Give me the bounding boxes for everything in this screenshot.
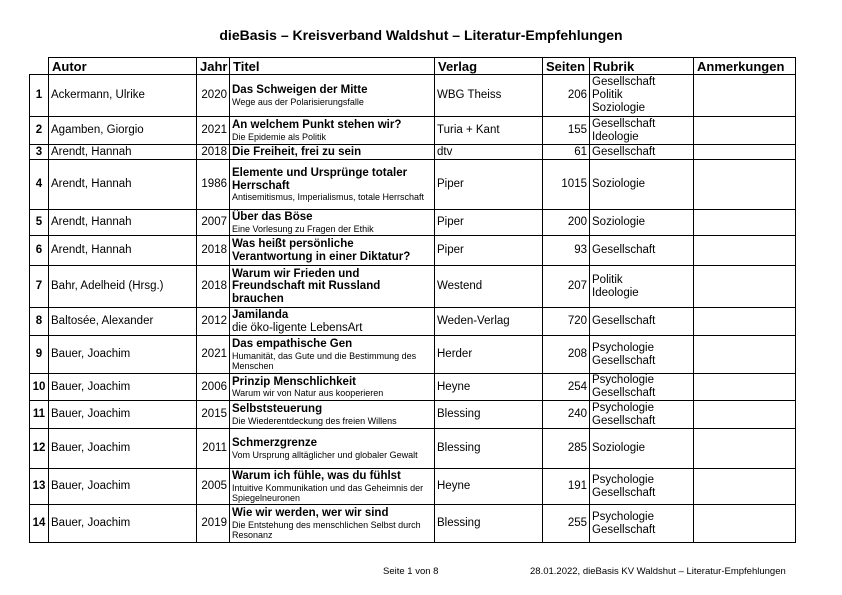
year-cell: 2019 bbox=[197, 505, 230, 543]
header-title: Titel bbox=[230, 58, 435, 75]
notes-cell bbox=[694, 336, 796, 374]
row-number: 4 bbox=[30, 160, 49, 210]
year-cell: 2006 bbox=[197, 374, 230, 401]
book-title: Jamilanda bbox=[232, 309, 289, 321]
category-cell bbox=[590, 210, 694, 236]
row-number: 5 bbox=[30, 210, 49, 236]
table-row bbox=[30, 210, 796, 236]
notes-cell bbox=[694, 236, 796, 266]
year-cell: 2021 bbox=[197, 336, 230, 374]
header-pages: Seiten bbox=[543, 58, 590, 75]
year-cell: 2018 bbox=[197, 266, 230, 308]
publisher-cell: Blessing bbox=[435, 401, 543, 429]
book-title: Warum wir Frieden und Freundschaft mit Russland brauchen bbox=[232, 267, 381, 305]
publisher-cell: Piper bbox=[435, 236, 543, 266]
author-cell: Bauer, Joachim bbox=[49, 469, 197, 505]
category-cell bbox=[590, 266, 694, 308]
book-subtitle: Warum wir von Natur aus kooperieren bbox=[232, 388, 384, 399]
year-cell: 2011 bbox=[197, 429, 230, 469]
author-cell: Bahr, Adelheid (Hrsg.) bbox=[49, 266, 197, 308]
table-row bbox=[30, 117, 796, 145]
author-cell: Ackermann, Ulrike bbox=[49, 75, 197, 117]
book-title: Prinzip Menschlichkeit bbox=[232, 375, 356, 388]
pages-cell: 206 bbox=[543, 75, 590, 117]
category-item: Gesellschaft bbox=[592, 117, 656, 130]
category-cell bbox=[590, 429, 694, 469]
year-cell: 2020 bbox=[197, 75, 230, 117]
pages-cell: 155 bbox=[543, 117, 590, 145]
author-cell: Agamben, Giorgio bbox=[49, 117, 197, 145]
author-cell: Arendt, Hannah bbox=[49, 236, 197, 266]
category-cell bbox=[590, 469, 694, 505]
book-title: Das empathische Gen bbox=[232, 338, 353, 351]
book-title: Die Freiheit, frei zu sein bbox=[232, 145, 362, 158]
pages-cell: 240 bbox=[543, 401, 590, 429]
author-cell: Bauer, Joachim bbox=[49, 429, 197, 469]
category-cell bbox=[590, 145, 694, 160]
year-cell: 2018 bbox=[197, 145, 230, 160]
table-row bbox=[30, 160, 796, 210]
book-title: Über das Böse bbox=[232, 211, 313, 224]
year-cell: 2012 bbox=[197, 308, 230, 336]
notes-cell bbox=[694, 210, 796, 236]
category-item: Psychologie bbox=[592, 510, 655, 523]
category-item: Gesellschaft bbox=[592, 354, 656, 367]
pages-cell: 285 bbox=[543, 429, 590, 469]
publisher-cell: WBG Theiss bbox=[435, 75, 543, 117]
header-publisher: Verlag bbox=[435, 58, 543, 75]
title-cell bbox=[230, 160, 435, 210]
author-cell: Bauer, Joachim bbox=[49, 336, 197, 374]
publisher-cell: Heyne bbox=[435, 374, 543, 401]
title-cell bbox=[230, 266, 435, 308]
book-subtitle: Wege aus der Polarisierungsfalle bbox=[232, 96, 364, 107]
book-title: Schmerzgrenze bbox=[232, 437, 318, 450]
book-subtitle: Antisemitismus, Imperialismus, totale Herrschaft bbox=[232, 192, 425, 202]
publisher-cell: dtv bbox=[435, 145, 543, 160]
publisher-cell: Westend bbox=[435, 266, 543, 308]
author-cell: Bauer, Joachim bbox=[49, 374, 197, 401]
book-subtitle: Intuitive Kommunikation und das Geheimnis der Spiegelneuronen bbox=[232, 482, 424, 503]
category-cell bbox=[590, 401, 694, 429]
author-cell: Bauer, Joachim bbox=[49, 401, 197, 429]
notes-cell bbox=[694, 374, 796, 401]
book-title: An welchem Punkt stehen wir? bbox=[232, 119, 402, 132]
category-item: Soziologie bbox=[592, 178, 646, 190]
table-row bbox=[30, 308, 796, 336]
table-row bbox=[30, 266, 796, 308]
header-category: Rubrik bbox=[590, 58, 694, 75]
pages-cell: 254 bbox=[543, 374, 590, 401]
category-item: Gesellschaft bbox=[592, 76, 656, 88]
row-number: 14 bbox=[30, 505, 49, 543]
table-row bbox=[30, 374, 796, 401]
pages-cell: 720 bbox=[543, 308, 590, 336]
author-cell: Bauer, Joachim bbox=[49, 505, 197, 543]
category-cell bbox=[590, 336, 694, 374]
book-title: Elemente und Ursprünge totaler Herrschaft bbox=[232, 167, 408, 192]
pages-cell: 207 bbox=[543, 266, 590, 308]
notes-cell bbox=[694, 401, 796, 429]
pages-cell: 255 bbox=[543, 505, 590, 543]
category-cell bbox=[590, 374, 694, 401]
year-cell: 1986 bbox=[197, 160, 230, 210]
category-item: Soziologie bbox=[592, 216, 646, 228]
category-item: Politik bbox=[592, 89, 623, 101]
book-title-second-line: die öko-ligente LebensArt bbox=[232, 321, 363, 334]
author-cell: Arendt, Hannah bbox=[49, 210, 197, 236]
notes-cell bbox=[694, 429, 796, 469]
author-cell: Baltosée, Alexander bbox=[49, 308, 197, 336]
row-number: 10 bbox=[30, 374, 49, 401]
table-header-row bbox=[30, 58, 796, 75]
category-item: Gesellschaft bbox=[592, 145, 656, 158]
row-number: 2 bbox=[30, 117, 49, 145]
title-cell bbox=[230, 429, 435, 469]
title-cell bbox=[230, 401, 435, 429]
title-cell bbox=[230, 236, 435, 266]
book-title: Das Schweigen der Mitte bbox=[232, 84, 368, 97]
table-row bbox=[30, 75, 796, 117]
pages-cell: 61 bbox=[543, 145, 590, 160]
category-item: Psychologie bbox=[592, 473, 655, 486]
title-cell bbox=[230, 145, 435, 160]
category-item: Gesellschaft bbox=[592, 315, 656, 327]
book-subtitle: Die Entstehung des menschlichen Selbst durch Resonanz bbox=[232, 519, 421, 540]
category-cell bbox=[590, 160, 694, 210]
category-item: Psychologie bbox=[592, 341, 655, 354]
row-number: 9 bbox=[30, 336, 49, 374]
row-number: 3 bbox=[30, 145, 49, 160]
category-item: Psychologie bbox=[592, 401, 655, 414]
category-cell bbox=[590, 75, 694, 117]
title-cell bbox=[230, 308, 435, 336]
title-cell bbox=[230, 336, 435, 374]
year-cell: 2018 bbox=[197, 236, 230, 266]
category-item: Gesellschaft bbox=[592, 486, 656, 499]
row-number: 6 bbox=[30, 236, 49, 266]
category-cell bbox=[590, 505, 694, 543]
category-item: Gesellschaft bbox=[592, 414, 656, 427]
table-row bbox=[30, 401, 796, 429]
pages-cell: 208 bbox=[543, 336, 590, 374]
notes-cell bbox=[694, 266, 796, 308]
row-number: 13 bbox=[30, 469, 49, 505]
pages-cell: 1015 bbox=[543, 160, 590, 210]
table-row bbox=[30, 505, 796, 543]
publisher-cell: Heyne bbox=[435, 469, 543, 505]
header-notes: Anmerkungen bbox=[694, 58, 796, 75]
book-subtitle: Die Epidemie als Politik bbox=[232, 131, 327, 142]
notes-cell bbox=[694, 505, 796, 543]
book-title: Warum ich fühle, was du fühlst bbox=[232, 470, 401, 483]
category-cell bbox=[590, 308, 694, 336]
category-item: Gesellschaft bbox=[592, 244, 656, 256]
author-cell: Arendt, Hannah bbox=[49, 160, 197, 210]
title-cell bbox=[230, 210, 435, 236]
title-cell bbox=[230, 117, 435, 145]
row-number: 11 bbox=[30, 401, 49, 429]
book-subtitle: Vom Ursprung alltäglicher und globaler Gewalt bbox=[232, 449, 418, 460]
publisher-cell: Blessing bbox=[435, 505, 543, 543]
category-item: Ideologie bbox=[592, 286, 639, 299]
row-number: 12 bbox=[30, 429, 49, 469]
table-row bbox=[30, 336, 796, 374]
author-cell: Arendt, Hannah bbox=[49, 145, 197, 160]
row-number: 8 bbox=[30, 308, 49, 336]
book-subtitle: Die Wiederentdeckung des freien Willens bbox=[232, 415, 397, 426]
year-cell: 2021 bbox=[197, 117, 230, 145]
publisher-cell: Weden-Verlag bbox=[435, 308, 543, 336]
row-number: 7 bbox=[30, 266, 49, 308]
footer-date-info: 28.01.2022, dieBasis KV Waldshut – Literatur-Empfehlungen bbox=[530, 566, 786, 577]
notes-cell bbox=[694, 160, 796, 210]
notes-cell bbox=[694, 117, 796, 145]
title-cell bbox=[230, 505, 435, 543]
title-cell bbox=[230, 374, 435, 401]
header-number bbox=[30, 58, 49, 75]
document-title: dieBasis – Kreisverband Waldshut – Literatur-Empfehlungen bbox=[219, 27, 623, 43]
publisher-cell: Piper bbox=[435, 210, 543, 236]
book-subtitle: Humanität, das Gute und die Bestimmung des Menschen bbox=[232, 350, 417, 371]
notes-cell bbox=[694, 145, 796, 160]
pages-cell: 191 bbox=[543, 469, 590, 505]
publisher-cell: Blessing bbox=[435, 429, 543, 469]
category-item: Soziologie bbox=[592, 102, 646, 114]
table-row bbox=[30, 145, 796, 160]
year-cell: 2005 bbox=[197, 469, 230, 505]
row-number: 1 bbox=[30, 75, 49, 117]
table-row bbox=[30, 469, 796, 505]
publisher-cell: Herder bbox=[435, 336, 543, 374]
category-cell bbox=[590, 236, 694, 266]
book-title: Was heißt persönliche Verantwortung in einer Diktatur? bbox=[232, 238, 411, 263]
table-row bbox=[30, 429, 796, 469]
publisher-cell: Turia + Kant bbox=[435, 117, 543, 145]
literature-table bbox=[29, 57, 796, 543]
notes-cell bbox=[694, 75, 796, 117]
title-cell bbox=[230, 75, 435, 117]
year-cell: 2015 bbox=[197, 401, 230, 429]
book-subtitle: Eine Vorlesung zu Fragen der Ethik bbox=[232, 223, 374, 234]
pages-cell: 93 bbox=[543, 236, 590, 266]
pages-cell: 200 bbox=[543, 210, 590, 236]
publisher-cell: Piper bbox=[435, 160, 543, 210]
footer-page-number: Seite 1 von 8 bbox=[383, 566, 439, 577]
header-year: Jahr bbox=[197, 58, 230, 75]
category-item: Psychologie bbox=[592, 374, 655, 386]
category-item: Ideologie bbox=[592, 130, 639, 143]
table-row bbox=[30, 236, 796, 266]
notes-cell bbox=[694, 469, 796, 505]
category-item: Politik bbox=[592, 273, 623, 286]
category-item: Gesellschaft bbox=[592, 387, 656, 399]
title-cell bbox=[230, 469, 435, 505]
notes-cell bbox=[694, 308, 796, 336]
year-cell: 2007 bbox=[197, 210, 230, 236]
category-item: Soziologie bbox=[592, 442, 646, 454]
header-author: Autor bbox=[49, 58, 197, 75]
book-title: Selbststeuerung bbox=[232, 403, 323, 416]
category-cell bbox=[590, 117, 694, 145]
book-title: Wie wir werden, wer wir sind bbox=[232, 507, 389, 520]
category-item: Gesellschaft bbox=[592, 523, 656, 536]
